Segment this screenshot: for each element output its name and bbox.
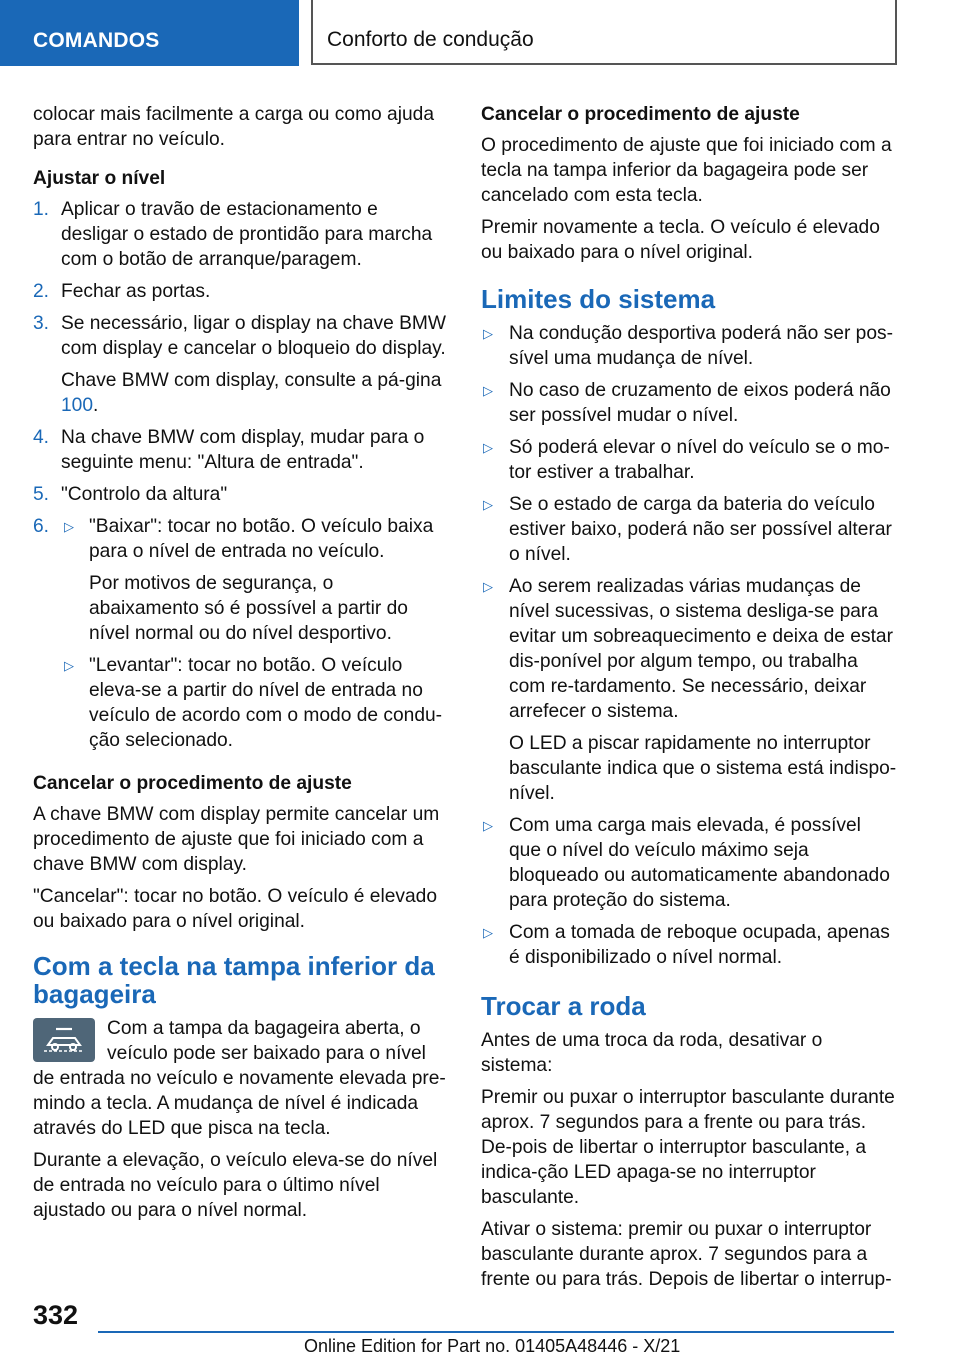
- step-note-suffix: .: [93, 395, 99, 416]
- sub-bullet-text: "Baixar": tocar no botão. O veículo baixa para o nível de entrada no veículo.: [89, 516, 434, 562]
- left-column: [33, 102, 447, 1230]
- limit-bullet: [481, 321, 897, 371]
- ajustar-heading: Ajustar o nível: [33, 168, 166, 189]
- step-text: Na chave BMW com display, mudar para o seguinte menu: "Altura de entrada".: [61, 427, 425, 473]
- section-title: COMANDOS: [33, 29, 160, 52]
- wheel-heading: Trocar a roda: [481, 991, 646, 1021]
- triangle-bullet-icon: ▷: [483, 383, 493, 398]
- cancel-paragraph: "Cancelar": tocar no botão. O veículo é elevado ou baixado para o nível original.: [33, 886, 438, 932]
- step-number: 2.: [33, 281, 50, 302]
- step-item: [33, 197, 447, 272]
- limit-text: Na condução desportiva poderá não ser pos-sível uma mudança de nível.: [509, 323, 893, 369]
- page-reference-link[interactable]: 100: [61, 395, 94, 416]
- chapter-header: [311, 0, 897, 65]
- section-heading: Com a tecla na tampa inferior da bagageira: [33, 951, 435, 1009]
- step-number: 1.: [33, 199, 50, 220]
- triangle-bullet-icon: ▷: [483, 925, 493, 940]
- limit-text: Ao serem realizadas várias mudanças de nível sucessivas, o sistema desliga-se para evitar um sobreaquecimento e deixa de estar dis-ponível por algum tempo, ou trabalha com re-tardamento. Se necessário, deixar arrefecer o sistema.: [509, 576, 893, 722]
- step-item: [33, 279, 447, 304]
- step-text: Fechar as portas.: [61, 281, 211, 302]
- limit-note: O LED a piscar rapidamente no interruptor basculante indica que o sistema está indispo-nível.: [509, 733, 897, 804]
- step-note: [61, 368, 447, 418]
- step-item: [33, 311, 447, 418]
- step-number: 6.: [33, 516, 50, 537]
- step-item: [33, 514, 447, 753]
- sub-bullet: [61, 514, 447, 646]
- limit-text: Só poderá elevar o nível do veículo se o mo-tor estiver a trabalhar.: [509, 437, 890, 483]
- step-number: 3.: [33, 313, 50, 334]
- section-tab: [0, 0, 299, 66]
- triangle-bullet-icon: ▷: [483, 326, 493, 341]
- triangle-bullet-icon: ▷: [483, 818, 493, 833]
- cancel-paragraph: Premir novamente a tecla. O veículo é elevado ou baixado para o nível original.: [481, 217, 880, 263]
- limit-bullet: [481, 492, 897, 567]
- limit-bullet: [481, 574, 897, 806]
- sub-bullet: [61, 653, 447, 753]
- limits-heading: Limites do sistema: [481, 284, 716, 314]
- page-number: 332: [33, 1300, 79, 1330]
- section-paragraph: Durante a elevação, o veículo eleva-se do nível de entrada no veículo para o último nível ajustado ou para o nível normal.: [33, 1150, 438, 1221]
- intro-paragraph: colocar mais facilmente a carga ou como ajuda para entrar no veículo.: [33, 104, 435, 150]
- step-number: 4.: [33, 427, 50, 448]
- cancel-heading: Cancelar o procedimento de ajuste: [481, 104, 800, 125]
- step-item: [33, 482, 447, 507]
- step-note-prefix: Chave BMW com display, consulte a pá-gina: [61, 370, 442, 391]
- wheel-paragraph: Antes de uma troca da roda, desativar o sistema:: [481, 1030, 823, 1076]
- footer-divider: [98, 1331, 894, 1333]
- wheel-paragraph: Premir ou puxar o interruptor basculante durante aprox. 7 segundos para a frente ou para trás. De-pois de libertar o interruptor basculante, a indica-ção LED apaga-se no interruptor basculante.: [481, 1087, 895, 1208]
- cancel-paragraph: A chave BMW com display permite cancelar um procedimento de ajuste que foi iniciado com a chave BMW com display.: [33, 804, 440, 875]
- limit-bullet: [481, 435, 897, 485]
- limit-text: No caso de cruzamento de eixos poderá não ser possível mudar o nível.: [509, 380, 891, 426]
- section-paragraph: Com a tampa da bagageira aberta, o veículo pode ser baixado para o nível de entrada no veículo e novamente elevada pre-mindo a tecla. A mudança de nível é indicada através do LED que pisca na tecla.: [33, 1018, 446, 1139]
- step-text: Se necessário, ligar o display na chave BMW com display e cancelar o bloqueio do display.: [61, 313, 446, 359]
- limit-bullet: [481, 813, 897, 913]
- step-number: 5.: [33, 484, 50, 505]
- wheel-paragraph: Ativar o sistema: premir ou puxar o interruptor basculante durante aprox. 7 segundos para a frente ou para trás. Depois de libertar o interrup-: [481, 1219, 892, 1290]
- triangle-bullet-icon: ▷: [483, 579, 493, 594]
- limit-text: Se o estado de carga da bateria do veículo estiver baixo, poderá não ser possível alterar o nível.: [509, 494, 892, 565]
- limit-bullet: [481, 920, 897, 970]
- right-column: [481, 102, 897, 1299]
- limit-text: Com uma carga mais elevada, é possível que o nível do veículo máximo seja bloqueado ou automaticamente abandonado para proteção do sistema.: [509, 815, 890, 911]
- cancel-paragraph: O procedimento de ajuste que foi iniciado com a tecla na tampa inferior da bagageira pode ser cancelado com esta tecla.: [481, 135, 892, 206]
- limit-bullet: [481, 378, 897, 428]
- chapter-title: Conforto de condução: [327, 28, 534, 51]
- step-item: [33, 425, 447, 475]
- triangle-bullet-icon: ▷: [64, 658, 74, 673]
- footer-edition: Online Edition for Part no. 01405A48446 - X/21: [304, 1336, 681, 1356]
- sub-bullet-note: Por motivos de segurança, o abaixamento só é possível a partir do nível normal ou do nível desportivo.: [89, 573, 408, 644]
- triangle-bullet-icon: ▷: [483, 497, 493, 512]
- triangle-bullet-icon: ▷: [483, 440, 493, 455]
- limit-text: Com a tomada de reboque ocupada, apenas é disponibilizado o nível normal.: [509, 922, 890, 968]
- cancel-heading: Cancelar o procedimento de ajuste: [33, 773, 352, 794]
- step-text: "Controlo da altura": [61, 484, 228, 505]
- step-text: Aplicar o travão de estacionamento e desligar o estado de prontidão para marcha com o botão de arranque/paragem.: [61, 199, 433, 270]
- triangle-bullet-icon: ▷: [64, 519, 74, 534]
- sub-bullet-text: "Levantar": tocar no botão. O veículo eleva-se a partir do nível de entrada no veículo de acordo com o modo de condu-ção selecionado.: [89, 655, 443, 751]
- vehicle-level-button-icon: [33, 1018, 95, 1062]
